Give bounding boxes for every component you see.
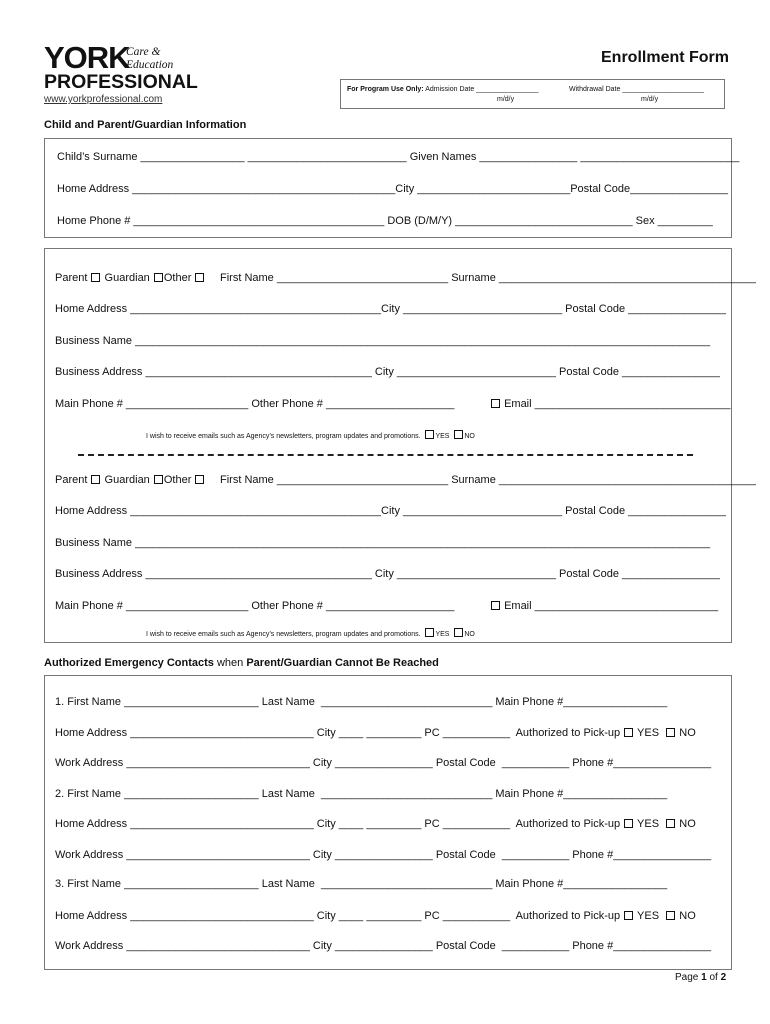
parent1-email-field[interactable]: Email ________________________________ xyxy=(504,398,731,410)
parent2-type-row xyxy=(55,474,205,487)
contact3-pickup-yes-checkbox[interactable] xyxy=(624,911,633,920)
parent1-email-consent xyxy=(146,430,475,441)
contact1-pickup-yes-checkbox[interactable] xyxy=(624,728,633,737)
contact2-pickup-no-checkbox[interactable] xyxy=(666,819,675,828)
form-title: Enrollment Form xyxy=(601,49,730,66)
contact1-home-row xyxy=(55,727,696,740)
contact3-name-field[interactable]: 3. First Name ______________________ Last Name ____________________________ Main Phone #_________________ xyxy=(55,878,668,890)
parent1-consent-text: I wish to receive emails such as Agency’s newsletters, program updates and promotions. xyxy=(146,433,421,440)
parent2-consent-no: NO xyxy=(464,631,475,638)
emergency-section-title xyxy=(44,657,439,669)
parent-separator xyxy=(78,454,693,456)
parent2-phone-field[interactable]: Main Phone # ____________________ Other Phone # _____________________ xyxy=(55,600,455,612)
admission-date-format: m/d/y xyxy=(497,96,515,103)
parent1-business-name-field[interactable]: Business Name ______________________________________________________________________________________________ xyxy=(55,335,711,347)
parent1-phone-field[interactable]: Main Phone # ____________________ Other Phone # _____________________ xyxy=(55,398,455,410)
contact1-pickup-yes: YES xyxy=(637,727,660,739)
parent2-address-field[interactable]: Home Address _________________________________________City __________________________ Postal Code ________________ xyxy=(55,505,727,517)
parent1-name-field[interactable]: First Name ____________________________ Surname __________________________________________ xyxy=(220,272,756,284)
parent2-consent-no-checkbox[interactable] xyxy=(454,628,463,637)
contact1-pickup-no-checkbox[interactable] xyxy=(666,728,675,737)
program-use-label: For Program Use Only: xyxy=(347,86,424,93)
parent2-consent-yes-checkbox[interactable] xyxy=(425,628,434,637)
emergency-title-bold2: Parent/Guardian Cannot Be Reached xyxy=(246,657,439,669)
program-use-box xyxy=(340,79,725,109)
emergency-title-bold1: Authorized Emergency Contacts xyxy=(44,657,214,669)
parent2-parent-checkbox[interactable] xyxy=(91,475,100,484)
parent1-consent-no: NO xyxy=(464,433,475,440)
parent2-guardian-label: Guardian xyxy=(104,474,150,486)
parent1-type-row xyxy=(55,272,205,285)
child-surname-field[interactable]: Child’s Surname _________________ __________________________ Given Names ________________ __________________________ xyxy=(57,151,740,163)
parent2-name-field[interactable]: First Name ____________________________ Surname __________________________________________ xyxy=(220,474,756,486)
parent1-parent-checkbox[interactable] xyxy=(91,273,100,282)
parent1-parent-label: Parent xyxy=(55,272,88,284)
parent2-consent-text: I wish to receive emails such as Agency’s newsletters, program updates and promotions. xyxy=(146,631,421,638)
contact2-name-field[interactable]: 2. First Name ______________________ Last Name ____________________________ Main Phone #_________________ xyxy=(55,788,668,800)
parent2-consent-yes: YES xyxy=(435,631,450,638)
program-use-line xyxy=(347,86,538,94)
parent2-parent-label: Parent xyxy=(55,474,88,486)
contact1-pickup-no: NO xyxy=(679,727,696,739)
contact2-pickup-no: NO xyxy=(679,818,696,830)
contact3-pickup-no: NO xyxy=(679,910,696,922)
parent1-other-checkbox[interactable] xyxy=(195,273,204,282)
logo-york: YORK xyxy=(44,40,130,75)
child-phone-field[interactable]: Home Phone # _________________________________________ DOB (D/M/Y) _____________________________ Sex _________ xyxy=(57,215,713,227)
parent1-consent-yes: YES xyxy=(435,433,450,440)
parent2-email-row xyxy=(490,600,718,613)
contact3-pickup-no-checkbox[interactable] xyxy=(666,911,675,920)
contact2-home-field[interactable]: Home Address ______________________________ City ____ _________ PC ___________ Authorized to Pick-up xyxy=(55,818,621,830)
parent2-email-field[interactable]: Email ______________________________ xyxy=(504,600,719,612)
parent2-email-checkbox[interactable] xyxy=(491,601,500,610)
logo-care: Care & xyxy=(126,46,161,58)
logo-education: Education xyxy=(126,59,174,71)
contact1-home-field[interactable]: Home Address ______________________________ City ____ _________ PC ___________ Authorized to Pick-up xyxy=(55,727,621,739)
page-total: 2 xyxy=(720,972,727,983)
emergency-title-when: when xyxy=(213,657,247,669)
parent2-other-label: Other xyxy=(163,474,192,486)
parent2-business-name-field[interactable]: Business Name ______________________________________________________________________________________________ xyxy=(55,537,711,549)
child-address-field[interactable]: Home Address ___________________________________________City _________________________Postal Code________________ xyxy=(57,183,729,195)
contact3-pickup-yes: YES xyxy=(637,910,660,922)
parent1-consent-yes-checkbox[interactable] xyxy=(425,430,434,439)
parent1-address-field[interactable]: Home Address _________________________________________City __________________________ Postal Code ________________ xyxy=(55,303,727,315)
parent2-email-consent xyxy=(146,628,475,639)
parent1-email-row xyxy=(490,398,730,411)
withdrawal-date-field[interactable]: Withdrawal Date _____________________ xyxy=(569,86,705,93)
parent1-guardian-checkbox[interactable] xyxy=(154,273,163,282)
admission-date-field[interactable]: Admission Date ________________ xyxy=(425,86,539,93)
contact2-pickup-yes-checkbox[interactable] xyxy=(624,819,633,828)
parent2-business-address-field[interactable]: Business Address _____________________________________ City __________________________ Postal Code ________________ xyxy=(55,568,720,580)
contact3-home-row xyxy=(55,910,696,923)
contact1-work-field[interactable]: Work Address ______________________________ City ________________ Postal Code ___________ Phone #________________ xyxy=(55,757,712,769)
contact2-work-field[interactable]: Work Address ______________________________ City ________________ Postal Code ___________ Phone #________________ xyxy=(55,849,712,861)
page-current: 1 xyxy=(701,972,707,983)
page-number xyxy=(675,972,726,983)
parent1-business-address-field[interactable]: Business Address _____________________________________ City __________________________ Postal Code ________________ xyxy=(55,366,720,378)
contact3-work-field[interactable]: Work Address ______________________________ City ________________ Postal Code ___________ Phone #________________ xyxy=(55,940,712,952)
parent1-email-checkbox[interactable] xyxy=(491,399,500,408)
contact2-home-row xyxy=(55,818,696,831)
logo-professional: PROFESSIONAL xyxy=(44,71,198,93)
parent2-guardian-checkbox[interactable] xyxy=(154,475,163,484)
parent1-other-label: Other xyxy=(163,272,192,284)
parent1-consent-no-checkbox[interactable] xyxy=(454,430,463,439)
website-link[interactable]: www.yorkprofessional.com xyxy=(44,94,163,105)
contact3-home-field[interactable]: Home Address ______________________________ City ____ _________ PC ___________ Authorized to Pick-up xyxy=(55,910,621,922)
parent1-guardian-label: Guardian xyxy=(104,272,150,284)
page-label: Page xyxy=(675,972,699,983)
contact1-name-field[interactable]: 1. First Name ______________________ Last Name ____________________________ Main Phone #_________________ xyxy=(55,696,668,708)
page-of: of xyxy=(709,972,718,983)
withdrawal-date-format: m/d/y xyxy=(641,96,659,103)
contact2-pickup-yes: YES xyxy=(637,818,660,830)
child-section-title: Child and Parent/Guardian Information xyxy=(44,119,247,131)
parent2-other-checkbox[interactable] xyxy=(195,475,204,484)
